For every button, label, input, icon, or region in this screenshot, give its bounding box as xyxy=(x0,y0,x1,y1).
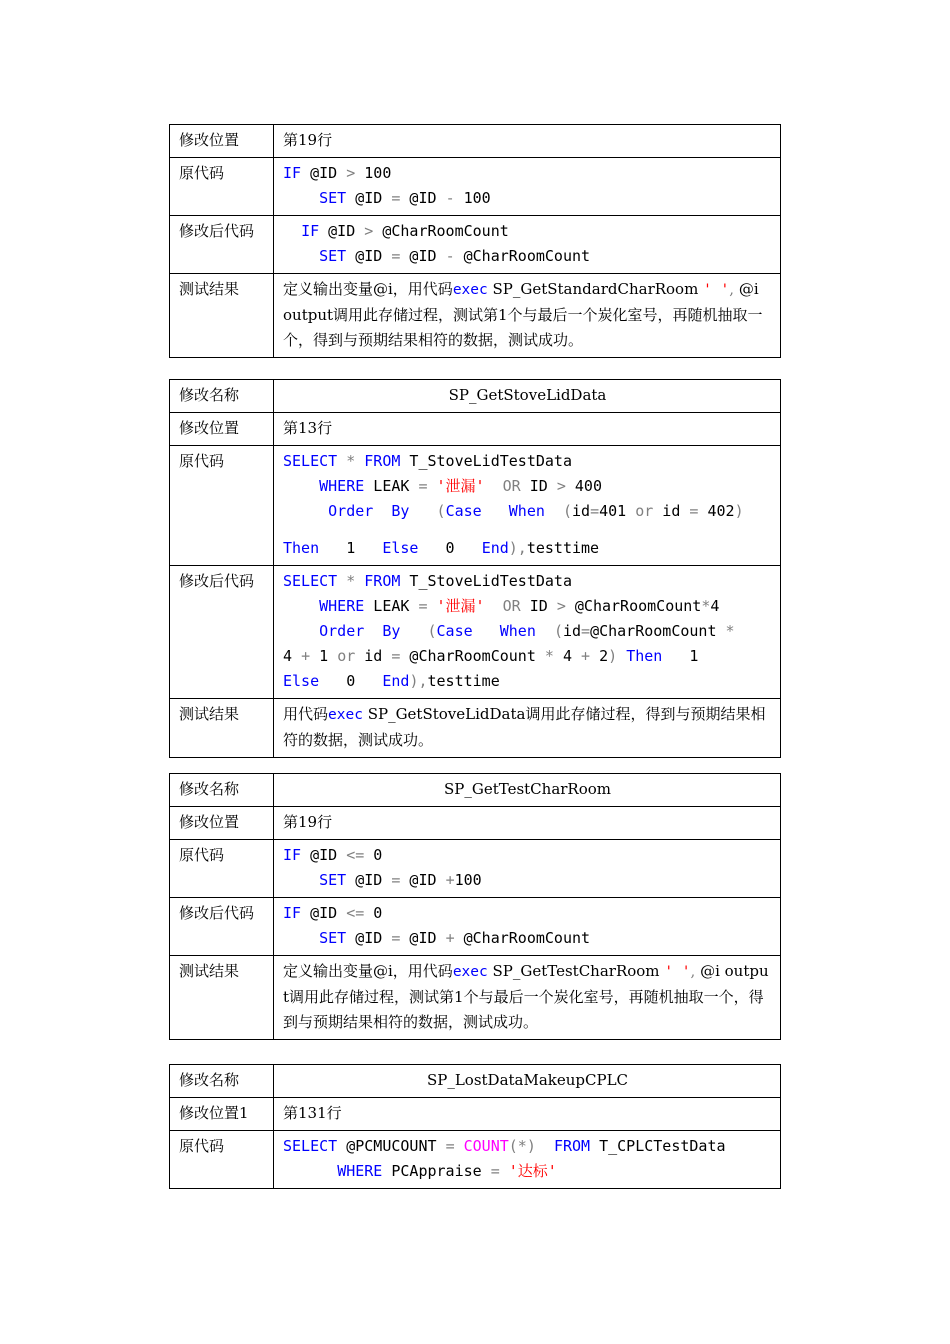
change-table-test-char-room xyxy=(169,773,781,1040)
row-label: 测试结果 xyxy=(170,699,274,758)
row-label: 修改后代码 xyxy=(170,566,274,699)
table-row xyxy=(170,1131,781,1189)
table-row xyxy=(170,956,781,1040)
row-label: 修改位置 xyxy=(170,125,274,158)
procedure-name: SP_LostDataMakeupCPLC xyxy=(274,1065,781,1098)
table-row xyxy=(170,158,781,216)
row-label: 修改后代码 xyxy=(170,216,274,274)
table-row xyxy=(170,380,781,413)
row-label: 原代码 xyxy=(170,1131,274,1189)
modified-code: IF @ID <= 0 SET @ID = @ID + @CharRoomCount xyxy=(274,898,781,956)
change-table-lost-data-makeup xyxy=(169,1064,781,1189)
table-row xyxy=(170,774,781,807)
table-row xyxy=(170,274,781,358)
table-row xyxy=(170,1065,781,1098)
table-row xyxy=(170,216,781,274)
row-label: 修改名称 xyxy=(170,1065,274,1098)
change-table-standard-char-room xyxy=(169,124,781,358)
row-label: 原代码 xyxy=(170,158,274,216)
row-label: 修改后代码 xyxy=(170,898,274,956)
table-row xyxy=(170,446,781,566)
table-row xyxy=(170,413,781,446)
table-row xyxy=(170,125,781,158)
table-row xyxy=(170,807,781,840)
row-label: 修改名称 xyxy=(170,380,274,413)
procedure-name: SP_GetStoveLidData xyxy=(274,380,781,413)
location-value: 第13行 xyxy=(274,413,781,446)
row-label: 修改位置1 xyxy=(170,1098,274,1131)
table-row xyxy=(170,699,781,758)
row-label: 修改位置 xyxy=(170,413,274,446)
table-row xyxy=(170,1098,781,1131)
original-code: SELECT * FROM T_StoveLidTestData WHERE LEAK = '泄漏' OR ID > 400 Order By (Case When (id=401 or id = 402) Then 1 Else 0 End),testtime xyxy=(274,446,781,566)
test-result: 定义输出变量@i，用代码exec SP_GetStandardCharRoom ' ', @i output调用此存储过程，测试第1个与最后一个炭化室号，再随机抽取一个，得到与预期结果相符的数据，测试成功。 xyxy=(274,274,781,358)
original-code: IF @ID > 100 SET @ID = @ID - 100 xyxy=(274,158,781,216)
row-label: 原代码 xyxy=(170,840,274,898)
original-code: IF @ID <= 0 SET @ID = @ID +100 xyxy=(274,840,781,898)
test-result: 用代码exec SP_GetStoveLidData调用此存储过程，得到与预期结果相符的数据，测试成功。 xyxy=(274,699,781,758)
modified-code: IF @ID > @CharRoomCount SET @ID = @ID - @CharRoomCount xyxy=(274,216,781,274)
table-row xyxy=(170,566,781,699)
original-code: SELECT @PCMUCOUNT = COUNT(*) FROM T_CPLCTestData WHERE PCAppraise = '达标' xyxy=(274,1131,781,1189)
location-value: 第19行 xyxy=(274,125,781,158)
location-value: 第19行 xyxy=(274,807,781,840)
row-label: 测试结果 xyxy=(170,274,274,358)
modified-code: SELECT * FROM T_StoveLidTestData WHERE LEAK = '泄漏' OR ID > @CharRoomCount*4 Order By (Case When (id=@CharRoomCount * 4 + 1 or id = @CharRoomCount * 4 + 2) Then 1 Else 0 End),testtime xyxy=(274,566,781,699)
row-label: 测试结果 xyxy=(170,956,274,1040)
change-table-stove-lid-data xyxy=(169,379,781,758)
table-row xyxy=(170,898,781,956)
location-value: 第131行 xyxy=(274,1098,781,1131)
row-label: 原代码 xyxy=(170,446,274,566)
row-label: 修改位置 xyxy=(170,807,274,840)
table-row xyxy=(170,840,781,898)
row-label: 修改名称 xyxy=(170,774,274,807)
procedure-name: SP_GetTestCharRoom xyxy=(274,774,781,807)
test-result: 定义输出变量@i，用代码exec SP_GetTestCharRoom ' ', @i output调用此存储过程，测试第1个与最后一个炭化室号，再随机抽取一个，得到与预期结果相符的数据，测试成功。 xyxy=(274,956,781,1040)
